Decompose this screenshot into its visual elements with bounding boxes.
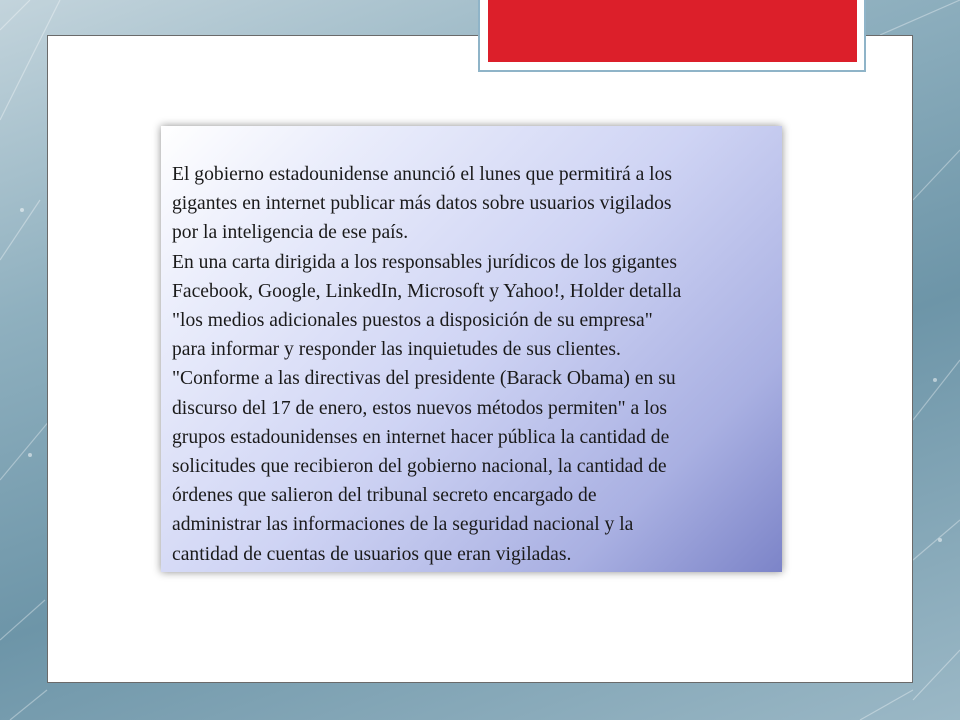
text-box xyxy=(161,126,782,572)
text-line: para informar y responder las inquietudes de sus clientes. xyxy=(172,339,621,361)
text-line: "los medios adicionales puestos a disposición de su empresa" xyxy=(172,310,653,332)
accent-bar xyxy=(488,0,857,62)
text-line: cantidad de cuentas de usuarios que eran vigiladas. xyxy=(172,543,572,565)
text-line: por la inteligencia de ese país. xyxy=(172,222,409,244)
text-line: administrar las informaciones de la seguridad nacional y la xyxy=(172,514,634,536)
text-line: grupos estadounidenses en internet hacer pública la cantidad de xyxy=(172,426,670,448)
text-line: gigantes en internet publicar más datos sobre usuarios vigilados xyxy=(172,193,672,215)
text-line: órdenes que salieron del tribunal secreto encargado de xyxy=(172,485,597,507)
text-line: Facebook, Google, LinkedIn, Microsoft y Yahoo!, Holder detalla xyxy=(172,280,682,302)
text-line: "Conforme a las directivas del presidente (Barack Obama) en su xyxy=(172,368,676,390)
text-line: En una carta dirigida a los responsables jurídicos de los gigantes xyxy=(172,251,677,273)
text-line: discurso del 17 de enero, estos nuevos métodos permiten" a los xyxy=(172,397,668,419)
text-line: El gobierno estadounidense anunció el lunes que permitirá a los xyxy=(172,164,673,185)
text-line: solicitudes que recibieron del gobierno nacional, la cantidad de xyxy=(172,456,667,478)
